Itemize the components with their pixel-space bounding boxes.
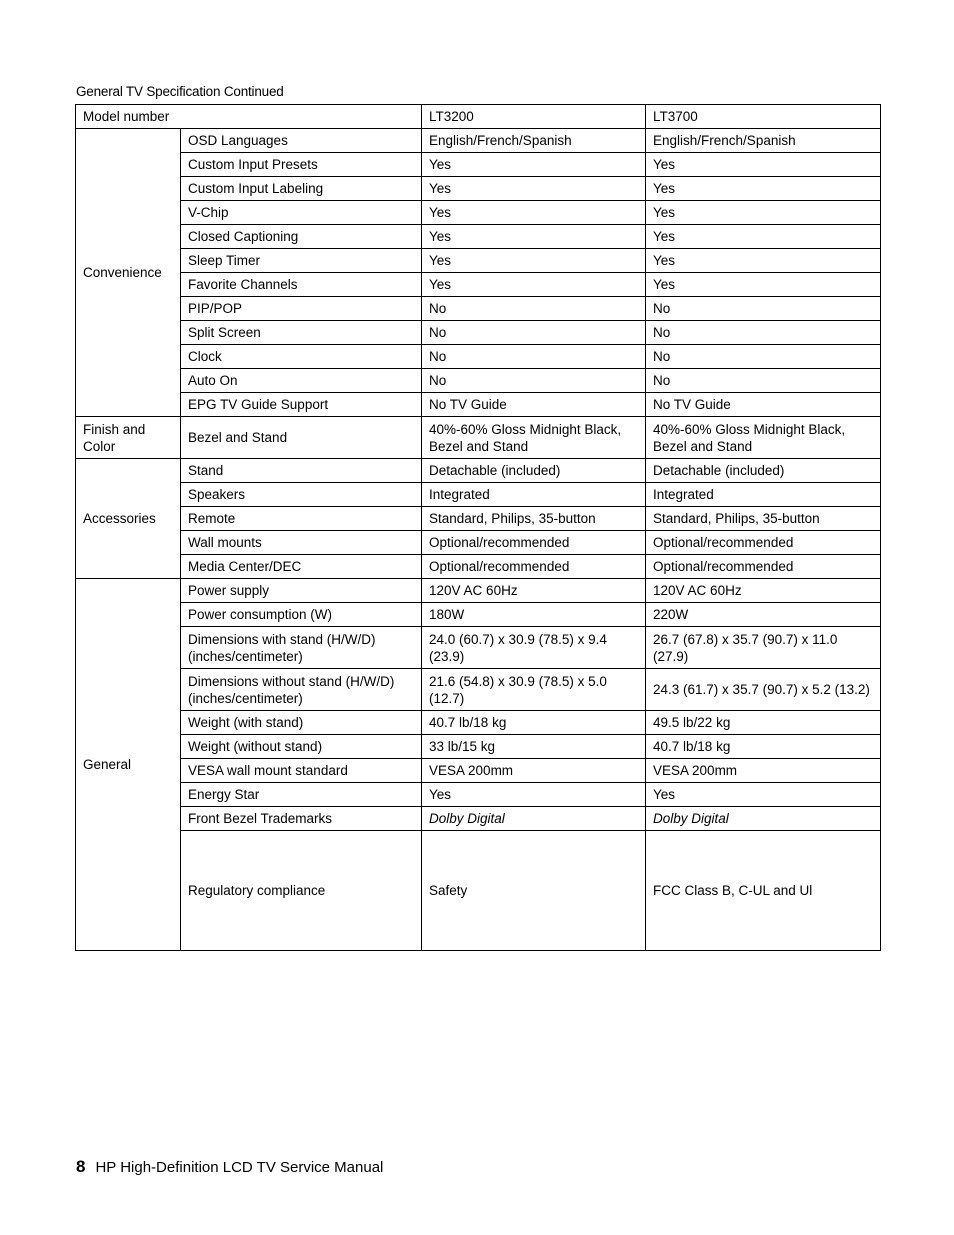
value-lt3700: English/French/Spanish xyxy=(646,129,881,153)
value-lt3200: Yes xyxy=(422,201,646,225)
value-lt3200: 24.0 (60.7) x 30.9 (78.5) x 9.4 (23.9) xyxy=(422,627,646,669)
feature-cell: OSD Languages xyxy=(181,129,422,153)
feature-cell: Power consumption (W) xyxy=(181,603,422,627)
value-lt3200: Integrated xyxy=(422,483,646,507)
value-lt3200: 40.7 lb/18 kg xyxy=(422,711,646,735)
feature-cell: Bezel and Stand xyxy=(181,417,422,459)
value-lt3700: No xyxy=(646,345,881,369)
value-lt3200: No TV Guide xyxy=(422,393,646,417)
table-row xyxy=(76,579,881,603)
feature-cell: Front Bezel Trademarks xyxy=(181,807,422,831)
value-lt3700: 26.7 (67.8) x 35.7 (90.7) x 11.0 (27.9) xyxy=(646,627,881,669)
table-row xyxy=(76,369,881,393)
feature-cell: Power supply xyxy=(181,579,422,603)
value-lt3700: Detachable (included) xyxy=(646,459,881,483)
group-regulatory-compliance: Regulatory compliance xyxy=(181,831,422,951)
table-row xyxy=(76,201,881,225)
feature-cell: Energy Star xyxy=(181,783,422,807)
value-lt3700: No xyxy=(646,297,881,321)
table-row xyxy=(76,273,881,297)
feature-cell: Weight (with stand) xyxy=(181,711,422,735)
value-lt3700: Optional/recommended xyxy=(646,531,881,555)
table-row xyxy=(76,603,881,627)
value-lt3700: Yes xyxy=(646,153,881,177)
feature-cell: Favorite Channels xyxy=(181,273,422,297)
feature-cell: Stand xyxy=(181,459,422,483)
table-row xyxy=(76,711,881,735)
value-lt3200: 33 lb/15 kg xyxy=(422,735,646,759)
value-lt3200: FCC Class B, C-UL and Ul xyxy=(646,831,881,951)
value-lt3700: Integrated xyxy=(646,483,881,507)
value-lt3700: No TV Guide xyxy=(646,393,881,417)
value-lt3200: Optional/recommended xyxy=(422,531,646,555)
table-row xyxy=(76,759,881,783)
group-general: General xyxy=(76,579,181,951)
table-row xyxy=(76,459,881,483)
value-lt3200: Dolby Digital xyxy=(422,807,646,831)
value-lt3200: Yes xyxy=(422,225,646,249)
feature-cell: Dimensions without stand (H/W/D) (inches/centimeter) xyxy=(181,669,422,711)
feature-cell: V-Chip xyxy=(181,201,422,225)
feature-cell: Media Center/DEC xyxy=(181,555,422,579)
table-row xyxy=(76,483,881,507)
value-lt3700: Yes xyxy=(646,201,881,225)
table-row xyxy=(76,507,881,531)
header-model-lt3200: LT3200 xyxy=(422,105,646,129)
table-header-row xyxy=(76,105,881,129)
value-lt3200: Yes xyxy=(422,249,646,273)
table-row xyxy=(76,321,881,345)
value-lt3700: 220W xyxy=(646,603,881,627)
value-lt3200: Standard, Philips, 35-button xyxy=(422,507,646,531)
value-lt3700: Yes xyxy=(646,249,881,273)
header-model-lt3700: LT3700 xyxy=(646,105,881,129)
feature-cell: Safety xyxy=(422,831,646,951)
feature-cell: Wall mounts xyxy=(181,531,422,555)
table-row xyxy=(76,831,881,951)
feature-cell: EPG TV Guide Support xyxy=(181,393,422,417)
value-lt3700: No xyxy=(646,321,881,345)
value-lt3200: No xyxy=(422,321,646,345)
table-row xyxy=(76,531,881,555)
table-row xyxy=(76,807,881,831)
table-row xyxy=(76,249,881,273)
value-lt3200: Yes xyxy=(422,783,646,807)
page-number: 8 xyxy=(76,1157,86,1176)
feature-cell: Split Screen xyxy=(181,321,422,345)
spec-table xyxy=(75,104,881,951)
value-lt3700: 24.3 (61.7) x 35.7 (90.7) x 5.2 (13.2) xyxy=(646,669,881,711)
feature-cell: Weight (without stand) xyxy=(181,735,422,759)
value-lt3200: Detachable (included) xyxy=(422,459,646,483)
table-row xyxy=(76,555,881,579)
table-row xyxy=(76,735,881,759)
value-lt3700: Yes xyxy=(646,225,881,249)
group-finish-and-color: Finish and Color xyxy=(76,417,181,459)
value-lt3200: No xyxy=(422,345,646,369)
value-lt3700: VESA 200mm xyxy=(646,759,881,783)
feature-cell: Dimensions with stand (H/W/D) (inches/centimeter) xyxy=(181,627,422,669)
value-lt3700: Optional/recommended xyxy=(646,555,881,579)
table-row xyxy=(76,417,881,459)
feature-cell: PIP/POP xyxy=(181,297,422,321)
feature-cell: Remote xyxy=(181,507,422,531)
value-lt3700: 40.7 lb/18 kg xyxy=(646,735,881,759)
value-lt3200: No xyxy=(422,369,646,393)
value-lt3700: Yes xyxy=(646,177,881,201)
table-caption: General TV Specification Continued xyxy=(76,84,284,99)
value-lt3700: 120V AC 60Hz xyxy=(646,579,881,603)
page-footer xyxy=(76,1157,383,1177)
value-lt3200: 120V AC 60Hz xyxy=(422,579,646,603)
value-lt3700: Dolby Digital xyxy=(646,807,881,831)
feature-cell: VESA wall mount standard xyxy=(181,759,422,783)
value-lt3200: VESA 200mm xyxy=(422,759,646,783)
value-lt3200: 180W xyxy=(422,603,646,627)
feature-cell: Speakers xyxy=(181,483,422,507)
value-lt3200: Yes xyxy=(422,273,646,297)
table-row xyxy=(76,783,881,807)
feature-cell: Custom Input Labeling xyxy=(181,177,422,201)
group-convenience: Convenience xyxy=(76,129,181,417)
feature-cell: Auto On xyxy=(181,369,422,393)
value-lt3700: Yes xyxy=(646,273,881,297)
table-row xyxy=(76,177,881,201)
manual-title: HP High-Definition LCD TV Service Manual xyxy=(95,1159,384,1176)
value-lt3200: English/French/Spanish xyxy=(422,129,646,153)
table-row xyxy=(76,393,881,417)
table-row xyxy=(76,153,881,177)
table-row xyxy=(76,297,881,321)
value-lt3700: 49.5 lb/22 kg xyxy=(646,711,881,735)
header-model-number: Model number xyxy=(76,105,422,129)
feature-cell: Sleep Timer xyxy=(181,249,422,273)
value-lt3200: 40%-60% Gloss Midnight Black, Bezel and Stand xyxy=(422,417,646,459)
value-lt3200: Optional/recommended xyxy=(422,555,646,579)
group-accessories: Accessories xyxy=(76,459,181,579)
value-lt3200: Yes xyxy=(422,153,646,177)
value-lt3700: Yes xyxy=(646,783,881,807)
table-row xyxy=(76,669,881,711)
value-lt3700: Standard, Philips, 35-button xyxy=(646,507,881,531)
value-lt3700: 40%-60% Gloss Midnight Black, Bezel and Stand xyxy=(646,417,881,459)
table-row xyxy=(76,345,881,369)
feature-cell: Custom Input Presets xyxy=(181,153,422,177)
value-lt3200: 21.6 (54.8) x 30.9 (78.5) x 5.0 (12.7) xyxy=(422,669,646,711)
table-row xyxy=(76,129,881,153)
table-row xyxy=(76,225,881,249)
table-row xyxy=(76,627,881,669)
value-lt3700: No xyxy=(646,369,881,393)
value-lt3200: No xyxy=(422,297,646,321)
feature-cell: Clock xyxy=(181,345,422,369)
value-lt3200: Yes xyxy=(422,177,646,201)
feature-cell: Closed Captioning xyxy=(181,225,422,249)
